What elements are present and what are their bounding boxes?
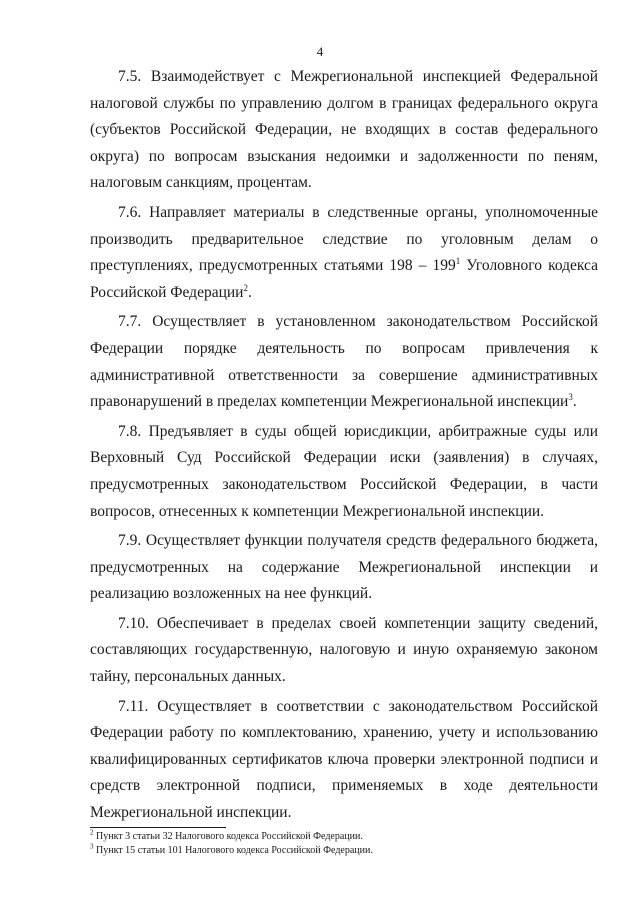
footnote-mark: 3 (90, 842, 94, 851)
document-body (90, 64, 598, 830)
paragraph-text: 7.11. Осуществляет в соответствии с законодательством Российской Федерации работу по комплектованию, хранению, учету и использованию квалифицированных сертификатов ключа проверки электронной подписи и средств электронной подписи, применяемых в ходе деятельности Межрегиональной инспекции. (90, 697, 598, 822)
paragraph-text: 7.9. Осуществляет функции получателя средств федерального бюджета, предусмотренных на содержание Межрегиональной инспекции и реализацию возложенных на нее функций. (90, 532, 598, 603)
page-number: 4 (316, 44, 324, 59)
paragraph-text-end: . (247, 283, 252, 301)
paragraph-7-11 (90, 694, 598, 827)
footnote-text: Пункт 15 статьи 101 Налогового кодекса Российской Федерации. (93, 844, 373, 856)
paragraph-text: 7.10. Обеспечивает в пределах своей компетенции защиту сведений, составляющих государственную, налоговую и иную охраняемую законом тайну, персональных данных. (90, 614, 598, 686)
paragraph-7-6 (90, 200, 598, 306)
paragraph-7-7 (90, 309, 598, 415)
paragraph-text: 7.7. Осуществляет в установленном законодательством Российской Федерации порядке деятельность по вопросам привлечения к административной ответственности за совершение административных правонарушений в пределах компетенции Межрегиональной инспекции (90, 313, 598, 411)
paragraph-7-10 (90, 611, 598, 691)
paragraph-text-continued: Уголовного кодекса Российской Федерации (90, 257, 598, 301)
footnote-reference: 2 (243, 282, 248, 293)
paragraph-text: 7.6. Направляет материалы в следственные органы, уполномоченные производить предварительное следствие по уголовным делам о преступлениях, предусмотренных статьями 198 – 199 (90, 203, 598, 275)
paragraph-text: 7.5. Взаимодействует с Межрегиональной инспекцией Федеральной налоговой службы по управлению долгом в границах федерального округа (субъектов Российской Федерации, не входящих в состав федерального округа) по вопросам взыскания недоимки и задолженности по пеням, налоговым санкциям, процентам. (90, 68, 598, 192)
footnote-2 (90, 830, 598, 844)
footnote-text: Пункт 3 статьи 32 Налогового кодекса Российской Федерации. (93, 831, 363, 842)
footnote-reference: 3 (568, 391, 573, 402)
paragraph-text: 7.8. Предъявляет в суды общей юрисдикции, арбитражные суды или Верховный Суд Российской Федерации иски (заявления) в случаях, предусмотренных законодательством Российской Федерации, в части вопросов, отнесенных к компетенции Межрегиональной инспекции. (90, 422, 598, 520)
footnote-mark: 2 (90, 828, 94, 837)
footnote-3 (90, 844, 598, 858)
paragraph-text-end: . (572, 393, 577, 411)
superscript-mark: 1 (455, 256, 461, 266)
footnote-divider (90, 827, 226, 828)
paragraph-7-5 (90, 64, 598, 197)
footnotes (90, 830, 598, 857)
paragraph-7-9 (90, 528, 598, 608)
paragraph-7-8 (90, 419, 598, 525)
